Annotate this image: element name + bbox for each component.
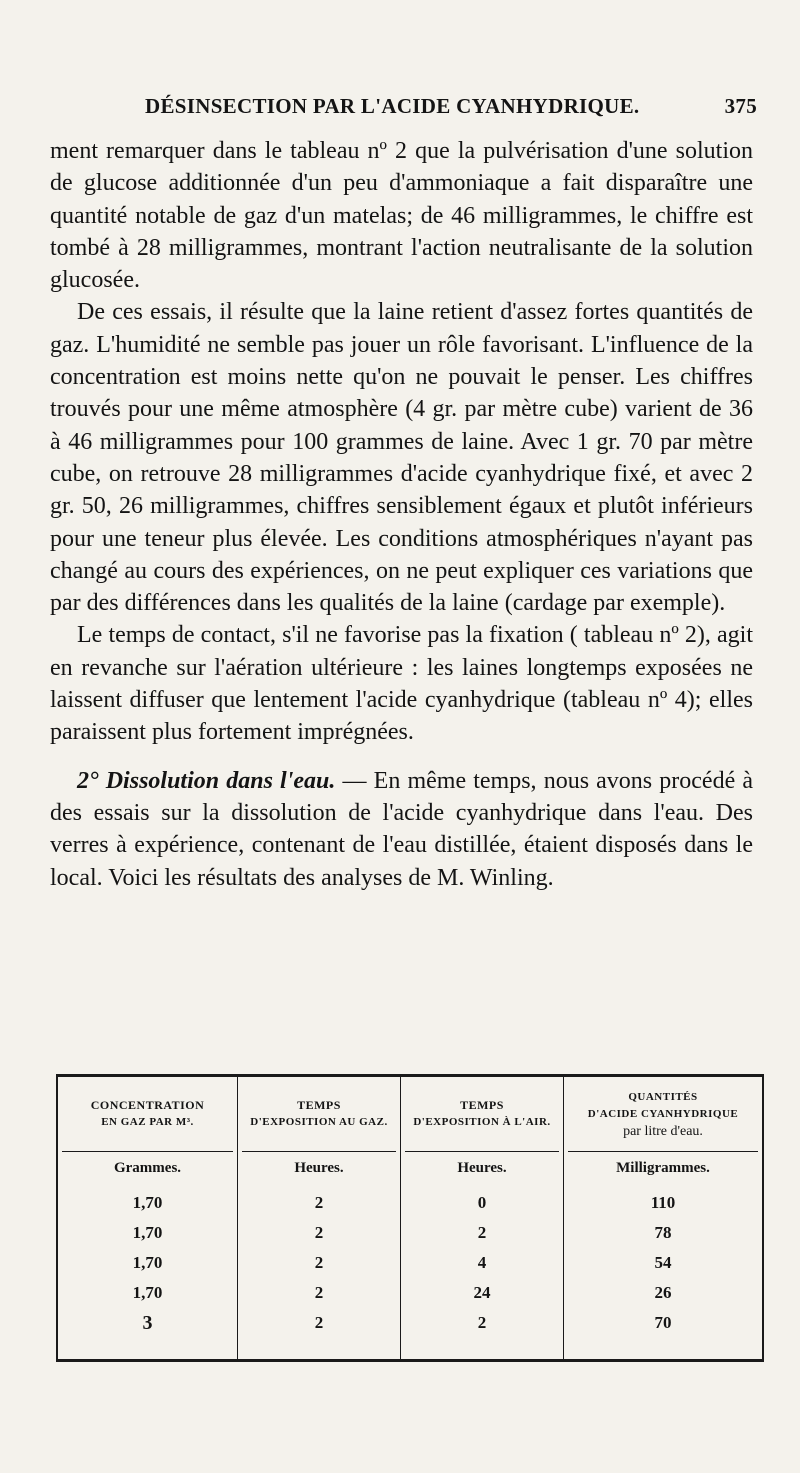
column-concentration — [58, 1077, 238, 1359]
unit-label: Heures. — [457, 1160, 507, 1176]
header-line: TEMPS — [297, 1098, 341, 1112]
table-cell: 2 — [477, 1223, 487, 1242]
column-exposure-air — [401, 1077, 564, 1359]
table-cell: 4 — [477, 1253, 487, 1272]
running-title: DÉSINSECTION PAR L'ACIDE CYANHYDRIQUE. — [145, 94, 640, 118]
table-cell: 2 — [477, 1313, 487, 1332]
unit-label: Heures. — [294, 1160, 344, 1176]
table-cell: 2 — [314, 1313, 324, 1332]
paragraph-1: ment remarquer dans le tableau nº 2 que la pulvérisation d'une solution de glucose additionnée d'un peu d'ammoniaque a fait disparaître une quantité notable de gaz d'un matelas; de 46 milligrammes, le chiffre est tombé à 28 milligrammes, montrant l'action neutralisante de la solution glucosée. — [50, 138, 753, 294]
paragraph-2: De ces essais, il résulte que la laine retient d'assez fortes quantités de gaz. L'humidité ne semble pas jouer un rôle favorisant. L'influence de la concentration est moins nette qu'on ne pouvait le penser. Les chiffres trouvés pour une même atmosphère (4 gr. par mètre cube) varient de 36 à 46 milligrammes pour 100 grammes de laine. Avec 1 gr. 70 par mètre cube, on retrouve 28 milligrammes d'acide cyanhydrique fixé, et avec 2 gr. 50, 26 milligrammes, chiffres sensiblement égaux et plutôt inférieurs pour une teneur plus élevée. Les conditions atmosphériques n'ayant pas changé au cours des expériences, on ne peut expliquer ces variations que par des différences dans les qualités de la laine (cardage par exemple). — [50, 299, 753, 617]
table-cell: 2 — [314, 1283, 324, 1302]
table-cell: 78 — [654, 1223, 672, 1242]
table-cell: 1,70 — [132, 1283, 163, 1302]
header-concentration — [58, 1077, 237, 1151]
table-cell: 2 — [314, 1223, 324, 1242]
unit-label: Grammes. — [113, 1160, 182, 1176]
table-cell: 3 — [142, 1312, 153, 1334]
header-line: QUANTITÉS — [628, 1090, 698, 1103]
header-line: par litre d'eau. — [623, 1123, 703, 1139]
header-line: EN GAZ PAR M³. — [101, 1116, 194, 1128]
table-cell: 0 — [477, 1193, 487, 1212]
header-exposure-air — [401, 1077, 563, 1151]
table-cell: 2 — [314, 1253, 324, 1272]
header-quantity — [564, 1077, 762, 1151]
header-line: TEMPS — [460, 1098, 504, 1112]
section-text: — En même temps, nous avons procédé à des essais sur la dissolution de l'acide cyanhydrique dans l'eau. Des verres à expérience, contenant de l'eau distillée, étaient disposés dans le local. Voici les résultats des analyses de M. Winling. — [50, 767, 754, 891]
body-text — [50, 135, 753, 894]
results-table — [56, 1074, 764, 1362]
table-cell: 110 — [650, 1193, 676, 1212]
table-cell: 24 — [473, 1283, 491, 1302]
paragraph-3: Le temps de contact, s'il ne favorise pas la fixation ( tableau nº 2), agit en revanche sur l'aération ultérieure : les laines longtemps exposées ne laissent diffuser que lentement l'acide cyanhydrique (tableau nº 4); elles paraissent plus fortement imprégnées. — [50, 622, 753, 746]
header-line: D'ACIDE CYANHYDRIQUE — [587, 1107, 739, 1120]
table-cell: 1,70 — [132, 1253, 163, 1272]
table-cell: 54 — [654, 1253, 672, 1272]
unit-label: Milligrammes. — [616, 1160, 710, 1176]
header-line: D'EXPOSITION À L'AIR. — [413, 1116, 551, 1128]
running-header — [145, 94, 757, 124]
header-exposure-gas — [238, 1077, 400, 1151]
table-cell: 2 — [314, 1193, 324, 1212]
section-heading: 2° Dissolution dans l'eau. — [77, 767, 336, 794]
header-line: D'EXPOSITION AU GAZ. — [250, 1116, 388, 1128]
page-number: 375 — [724, 94, 757, 118]
header-line: CONCENTRATION — [90, 1098, 205, 1112]
table-cell: 1,70 — [132, 1193, 163, 1212]
table-cell: 1,70 — [132, 1223, 163, 1242]
table-cell: 70 — [654, 1313, 672, 1332]
section-paragraph — [50, 765, 753, 894]
column-quantity — [564, 1077, 762, 1359]
column-exposure-gas — [238, 1077, 401, 1359]
table-cell: 26 — [654, 1283, 672, 1302]
